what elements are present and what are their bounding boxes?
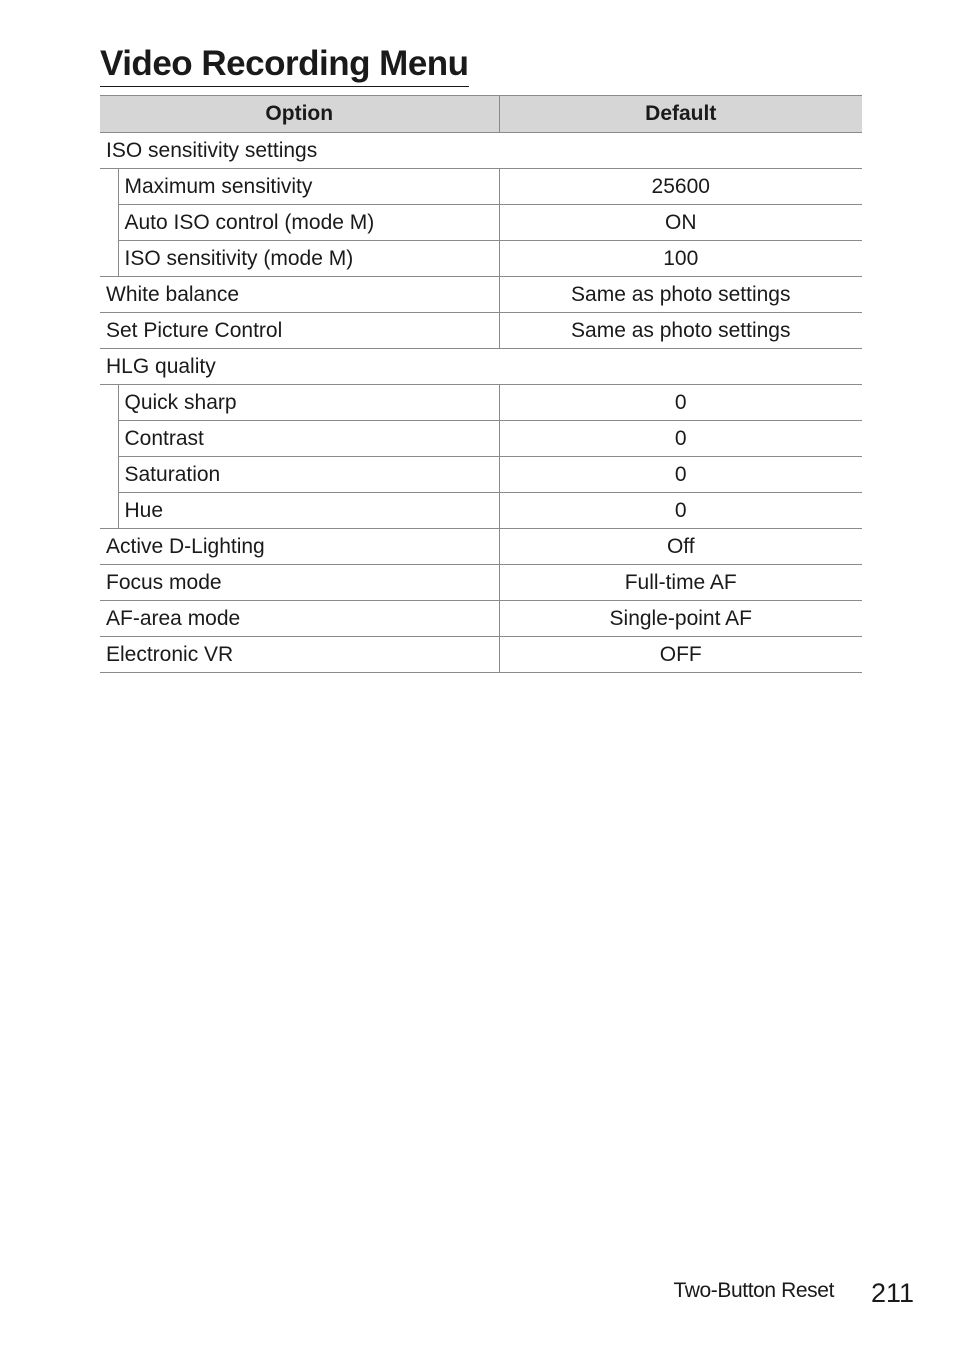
table-row bbox=[100, 277, 862, 313]
table-header-row bbox=[100, 96, 862, 133]
option-label: Set Picture Control bbox=[100, 313, 499, 349]
sub-option-label: Auto ISO control (mode M) bbox=[118, 205, 499, 241]
sub-option-label: Quick sharp bbox=[118, 385, 499, 421]
default-value: 25600 bbox=[499, 169, 862, 205]
indent bbox=[100, 457, 118, 493]
sub-option-label: Saturation bbox=[118, 457, 499, 493]
sub-option-label: ISO sensitivity (mode M) bbox=[118, 241, 499, 277]
option-label: Focus mode bbox=[100, 565, 499, 601]
indent bbox=[100, 169, 118, 205]
table-row bbox=[100, 493, 862, 529]
default-value: Same as photo settings bbox=[499, 277, 862, 313]
indent bbox=[100, 385, 118, 421]
page-title: Video Recording Menu bbox=[100, 42, 469, 87]
table-row bbox=[100, 313, 862, 349]
sub-option-label: Hue bbox=[118, 493, 499, 529]
group-label: HLG quality bbox=[100, 349, 862, 385]
table-row bbox=[100, 133, 862, 169]
table-row bbox=[100, 637, 862, 673]
option-label: AF-area mode bbox=[100, 601, 499, 637]
header-option: Option bbox=[100, 96, 499, 133]
default-value: Single-point AF bbox=[499, 601, 862, 637]
option-label: Electronic VR bbox=[100, 637, 499, 673]
default-value: Off bbox=[499, 529, 862, 565]
indent bbox=[100, 205, 118, 241]
table-row bbox=[100, 565, 862, 601]
table-row bbox=[100, 421, 862, 457]
default-value: 0 bbox=[499, 493, 862, 529]
default-value: 0 bbox=[499, 385, 862, 421]
group-label: ISO sensitivity settings bbox=[100, 133, 862, 169]
table-row bbox=[100, 205, 862, 241]
default-value: 0 bbox=[499, 421, 862, 457]
sub-option-label: Maximum sensitivity bbox=[118, 169, 499, 205]
default-value: 0 bbox=[499, 457, 862, 493]
indent bbox=[100, 493, 118, 529]
footer-section-title: Two-Button Reset bbox=[673, 1279, 834, 1302]
table-row bbox=[100, 385, 862, 421]
table-row bbox=[100, 349, 862, 385]
default-value: 100 bbox=[499, 241, 862, 277]
table-row bbox=[100, 169, 862, 205]
header-default: Default bbox=[499, 96, 862, 133]
page-number: 211 bbox=[871, 1278, 915, 1308]
default-value: Full-time AF bbox=[499, 565, 862, 601]
option-label: Active D-Lighting bbox=[100, 529, 499, 565]
table-row bbox=[100, 529, 862, 565]
indent bbox=[100, 421, 118, 457]
table-row bbox=[100, 457, 862, 493]
default-value: OFF bbox=[499, 637, 862, 673]
default-value: ON bbox=[499, 205, 862, 241]
sub-option-label: Contrast bbox=[118, 421, 499, 457]
indent bbox=[100, 241, 118, 277]
table-row bbox=[100, 601, 862, 637]
default-value: Same as photo settings bbox=[499, 313, 862, 349]
defaults-table bbox=[100, 95, 862, 673]
table-row bbox=[100, 241, 862, 277]
option-label: White balance bbox=[100, 277, 499, 313]
